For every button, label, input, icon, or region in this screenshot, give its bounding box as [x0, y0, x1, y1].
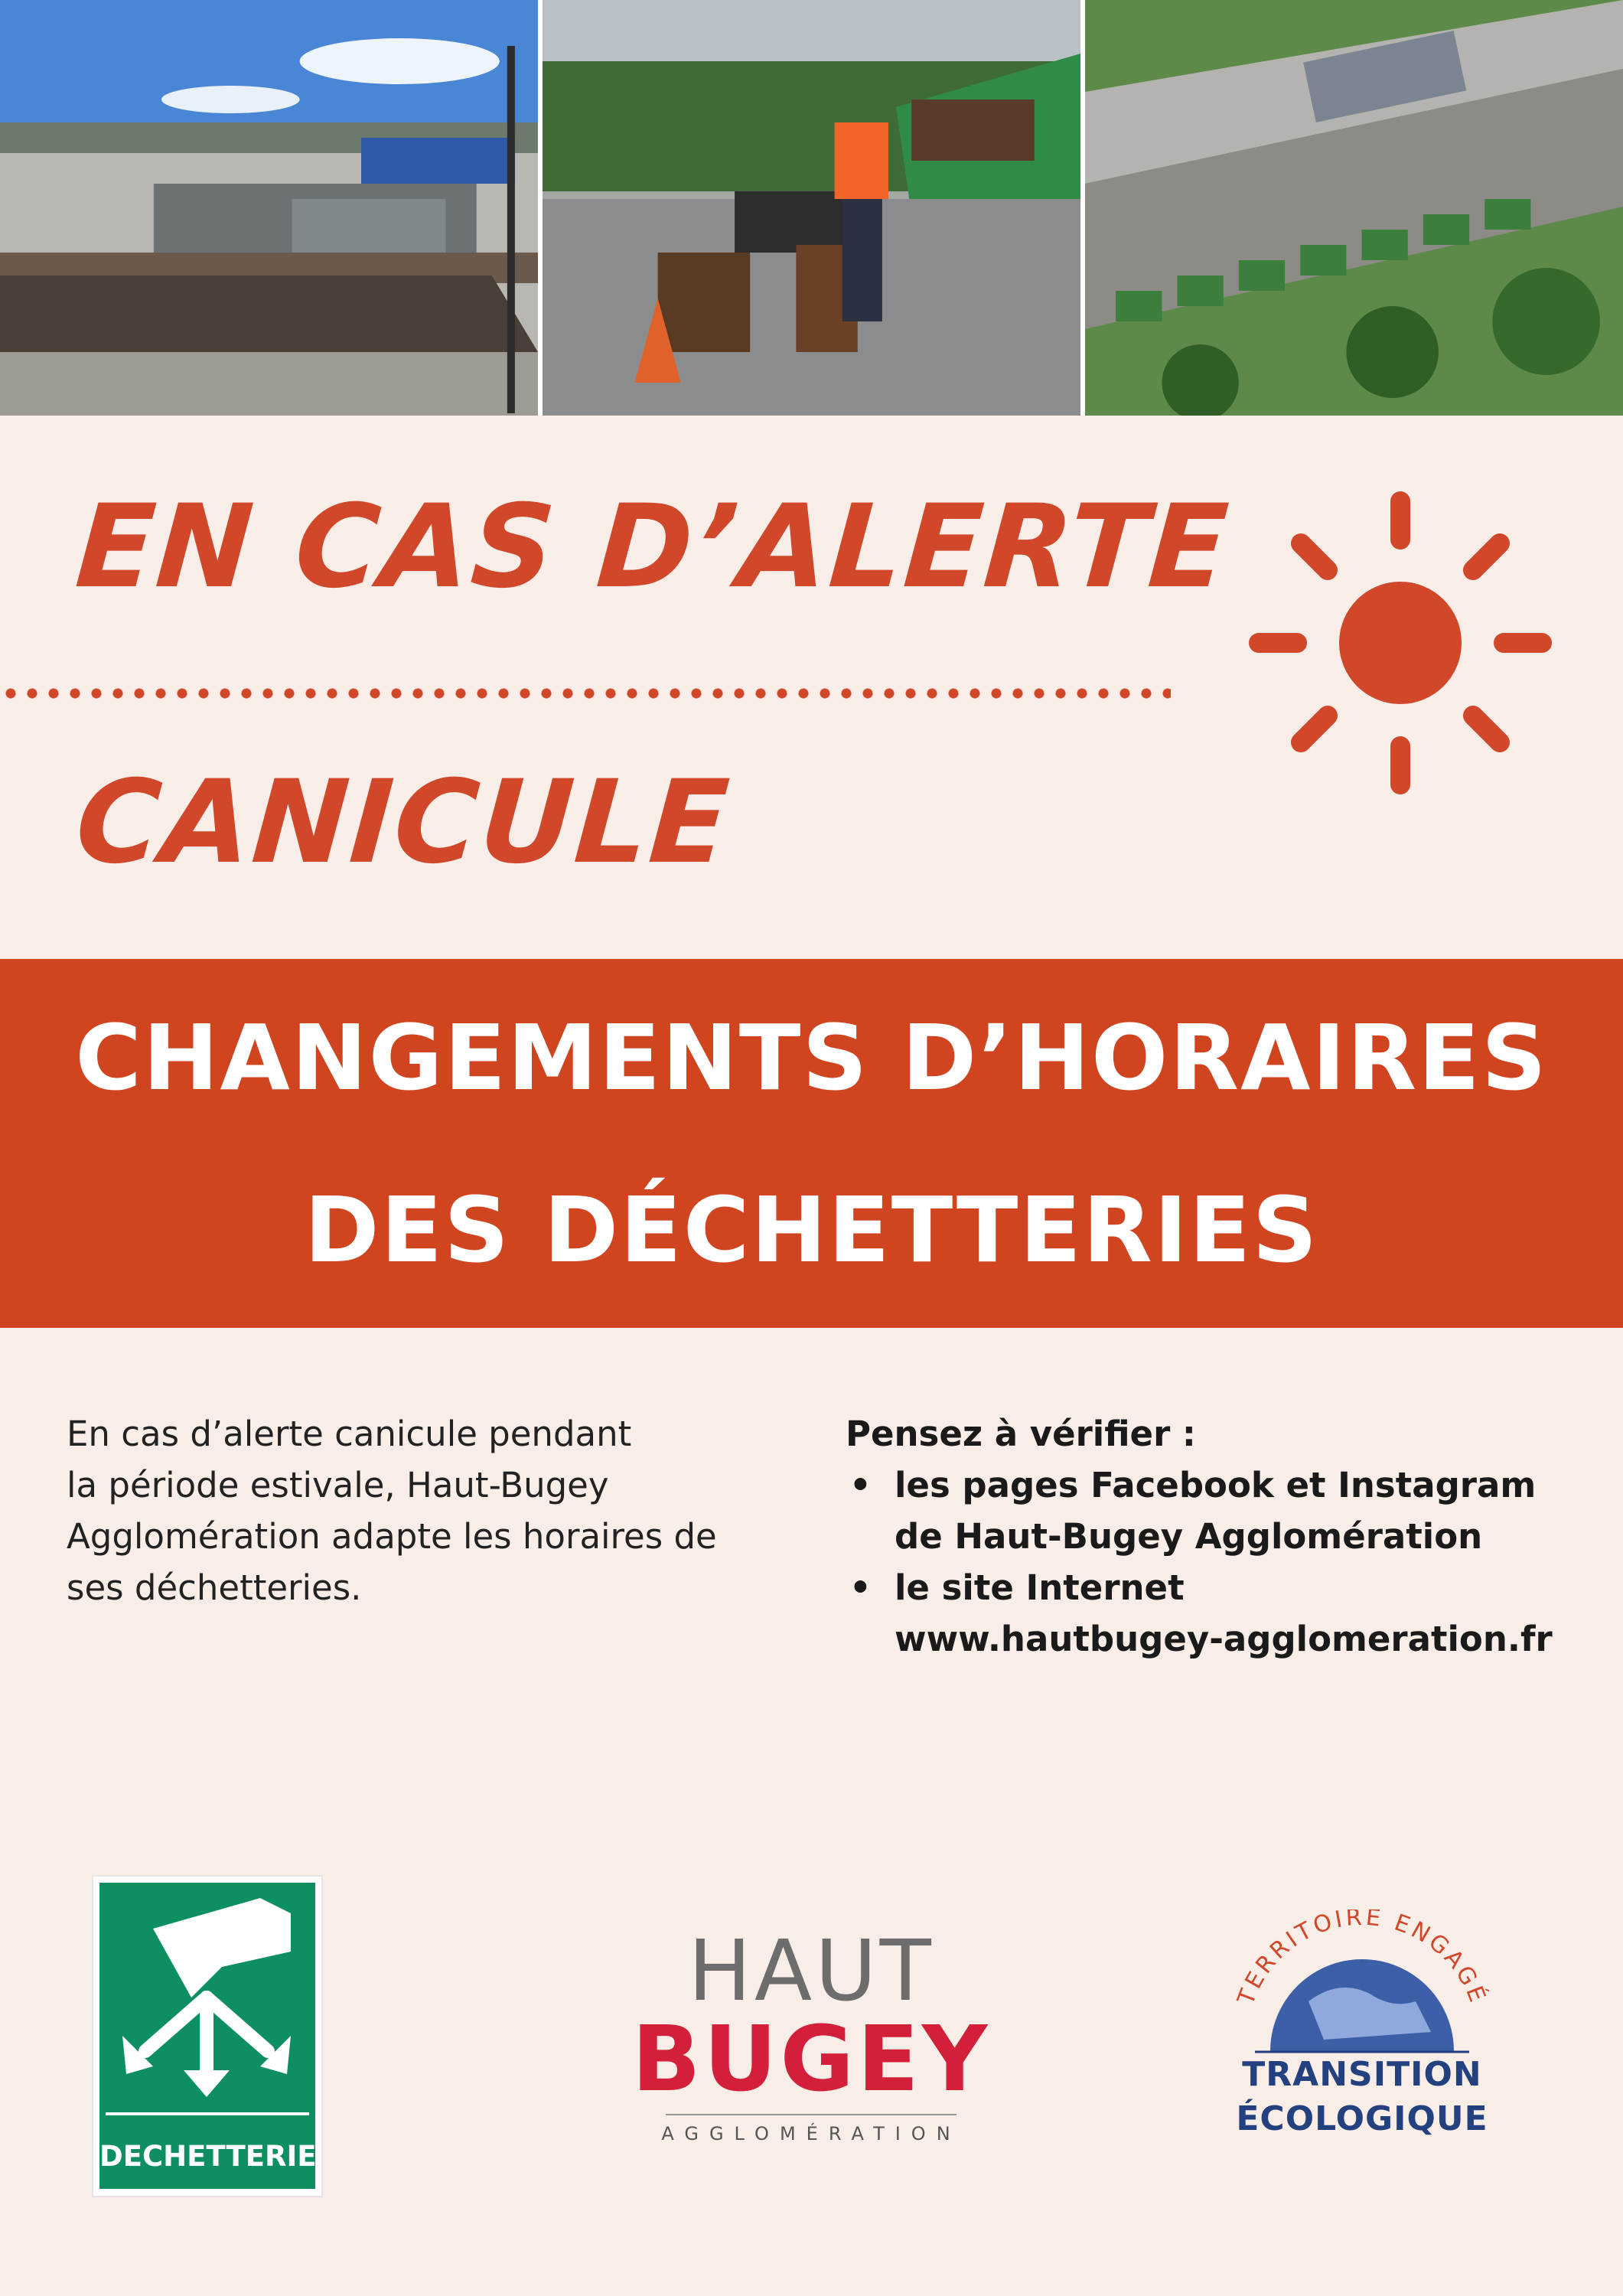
- check-list: [846, 1408, 1611, 1665]
- headline-line-1: EN CAS D’ALERTE: [71, 481, 1234, 614]
- website-url[interactable]: www.hautbugey-agglomeration.fr: [895, 1619, 1553, 1659]
- list-item-line: de Haut-Bugey Agglomération: [895, 1516, 1483, 1557]
- dechetterie-logo: [92, 1875, 323, 2197]
- intro-paragraph: [67, 1408, 801, 1613]
- title-banner: [0, 959, 1623, 1328]
- logo-haut: HAUT: [688, 1922, 934, 2020]
- logo-bugey: BUGEY: [631, 2006, 991, 2112]
- headline-line-2: CANICULE: [71, 756, 735, 889]
- list-item-line: le site Internet: [895, 1567, 1185, 1608]
- sun-icon: [1240, 482, 1561, 804]
- photo-aerial-view: [1085, 0, 1623, 416]
- dechetterie-label: DECHETTERIE: [99, 2140, 317, 2173]
- intro-line: la période estivale, Haut-Bugey: [67, 1465, 609, 1505]
- logo-arc-text: TERRITOIRE ENGAGÉ: [1232, 1910, 1492, 2009]
- transition-ecologique-logo: [1217, 1910, 1507, 2154]
- banner-line-2: DES DÉCHETTERIES: [304, 1177, 1319, 1283]
- photo-strip: [0, 0, 1623, 416]
- intro-line: En cas d’alerte canicule pendant: [67, 1414, 632, 1454]
- intro-line: ses déchetteries.: [67, 1567, 362, 1608]
- bullet-icon: •: [849, 1567, 872, 1608]
- logo-ecologique: ÉCOLOGIQUE: [1236, 2099, 1488, 2138]
- intro-line: Agglomération adapte les horaires de: [67, 1516, 717, 1557]
- logo-transition: TRANSITION: [1242, 2055, 1482, 2094]
- dotted-divider: [0, 686, 1171, 701]
- check-title: Pensez à vérifier :: [846, 1414, 1196, 1454]
- banner-line-1: CHANGEMENTS D’HORAIRES: [75, 1005, 1548, 1110]
- haut-bugey-logo: [627, 1922, 995, 2158]
- logo-agglomeration: AGGLOMÉRATION: [661, 2123, 961, 2144]
- photo-worker-container: [543, 0, 1080, 416]
- photo-recycling-center: [0, 0, 538, 416]
- list-item-line: les pages Facebook et Instagram: [895, 1465, 1537, 1505]
- globe-icon: [1217, 1910, 1507, 2055]
- bullet-icon: •: [849, 1465, 872, 1505]
- list-item: [846, 1459, 1611, 1562]
- recycling-arrows-icon: [99, 1883, 315, 2105]
- list-item: [846, 1562, 1611, 1665]
